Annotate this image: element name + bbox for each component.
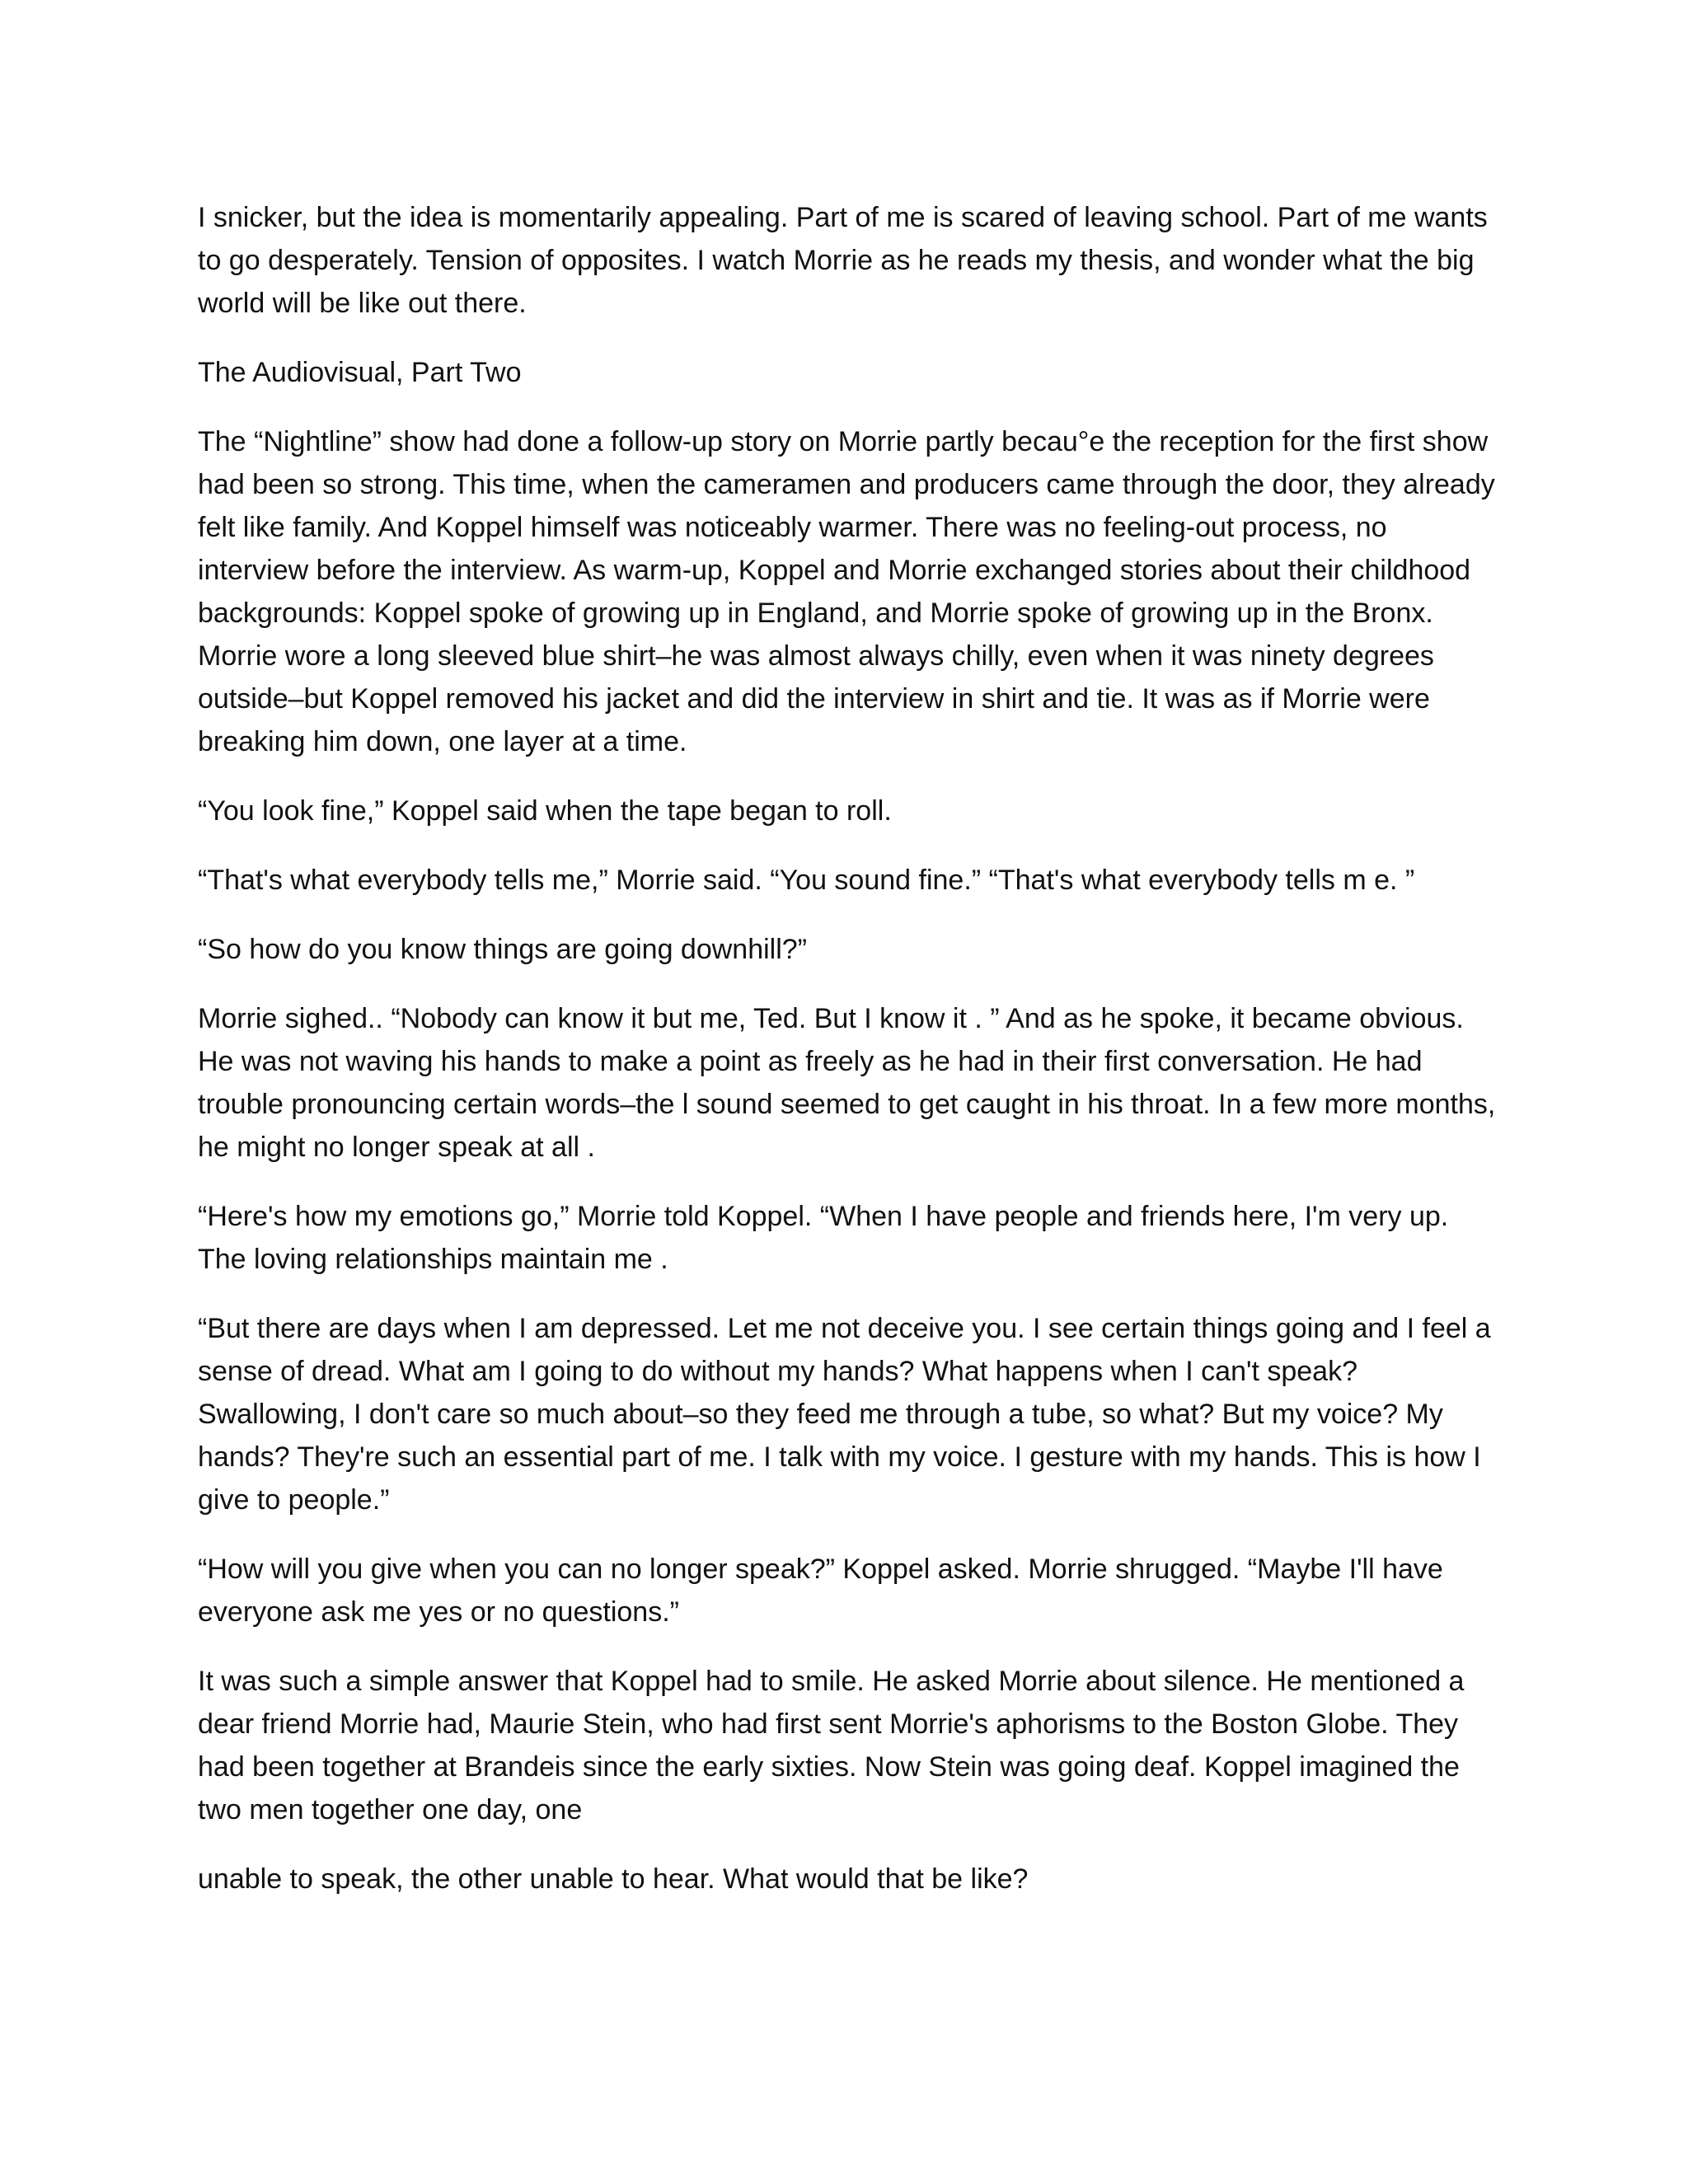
document-body — [198, 196, 1500, 1927]
paragraph-8: “But there are days when I am depressed. Let me not deceive you. I see certain things going and I feel a sense of dread. What am I going to do without my hands? What happens when I can't speak? Swallowing, I don't care so much about–so they feed me through a tube, so what? But my voice? My hands? They're such an essential part of me. I talk with my voice. I gesture with my hands. This is how I give to people.” — [198, 1313, 1491, 1516]
paragraph-10: It was such a simple answer that Koppel had to smile. He asked Morrie about silence. He mentioned a dear friend Morrie had, Maurie Stein, who had first sent Morrie's aphorisms to the Boston Globe. They had been together at Brandeis since the early sixties. Now Stein was going deaf. Koppel imagined the two men together one day, one — [198, 1666, 1465, 1825]
paragraph-11: unable to speak, the other unable to hear. What would that be like? — [198, 1863, 1029, 1895]
paragraph-1: I snicker, but the idea is momentarily appealing. Part of me is scared of leaving school. Part of me wants to go desperately. Tension of opposites. I watch Morrie as he reads my thesis, and wonder what the big world will be like out there. — [198, 202, 1488, 319]
paragraph-5: “So how do you know things are going downhill?” — [198, 934, 808, 965]
paragraph-9: “How will you give when you can no longer speak?” Koppel asked. Morrie shrugged. “Maybe I'll have everyone ask me yes or no questions.” — [198, 1554, 1443, 1628]
paragraph-2: The “Nightline” show had done a follow-up story on Morrie partly becau°e the reception for the first show had been so strong. This time, when the cameramen and producers came through the door, they already felt like family. And Koppel himself was noticeably warmer. There was no feeling-out process, no interview before the interview. As warm-up, Koppel and Morrie exchanged stories about their childhood backgrounds: Koppel spoke of growing up in England, and Morrie spoke of growing up in the Bronx. Morrie wore a long sleeved blue shirt–he was almost always chilly, even when it was ninety degrees outside–but Koppel removed his jacket and did the interview in shirt and tie. It was as if Morrie were breaking him down, one layer at a time. — [198, 426, 1495, 757]
paragraph-4: “That's what everybody tells me,” Morrie said. “You sound fine.” “That's what everybody tells m e. ” — [198, 865, 1415, 896]
paragraph-7: “Here's how my emotions go,” Morrie told Koppel. “When I have people and friends here, I'm very up. The loving relationships maintain me . — [198, 1201, 1449, 1275]
section-heading: The Audiovisual, Part Two — [198, 357, 522, 388]
paragraph-3: “You look fine,” Koppel said when the tape began to roll. — [198, 795, 892, 827]
paragraph-6: Morrie sighed.. “Nobody can know it but me, Ted. But I know it . ” And as he spoke, it became obvious. He was not waving his hands to make a point as freely as he had in their first conversation. He had trouble pronouncing certain words–the l sound seemed to get caught in his throat. In a few more months, he might no longer speak at all . — [198, 1003, 1496, 1163]
